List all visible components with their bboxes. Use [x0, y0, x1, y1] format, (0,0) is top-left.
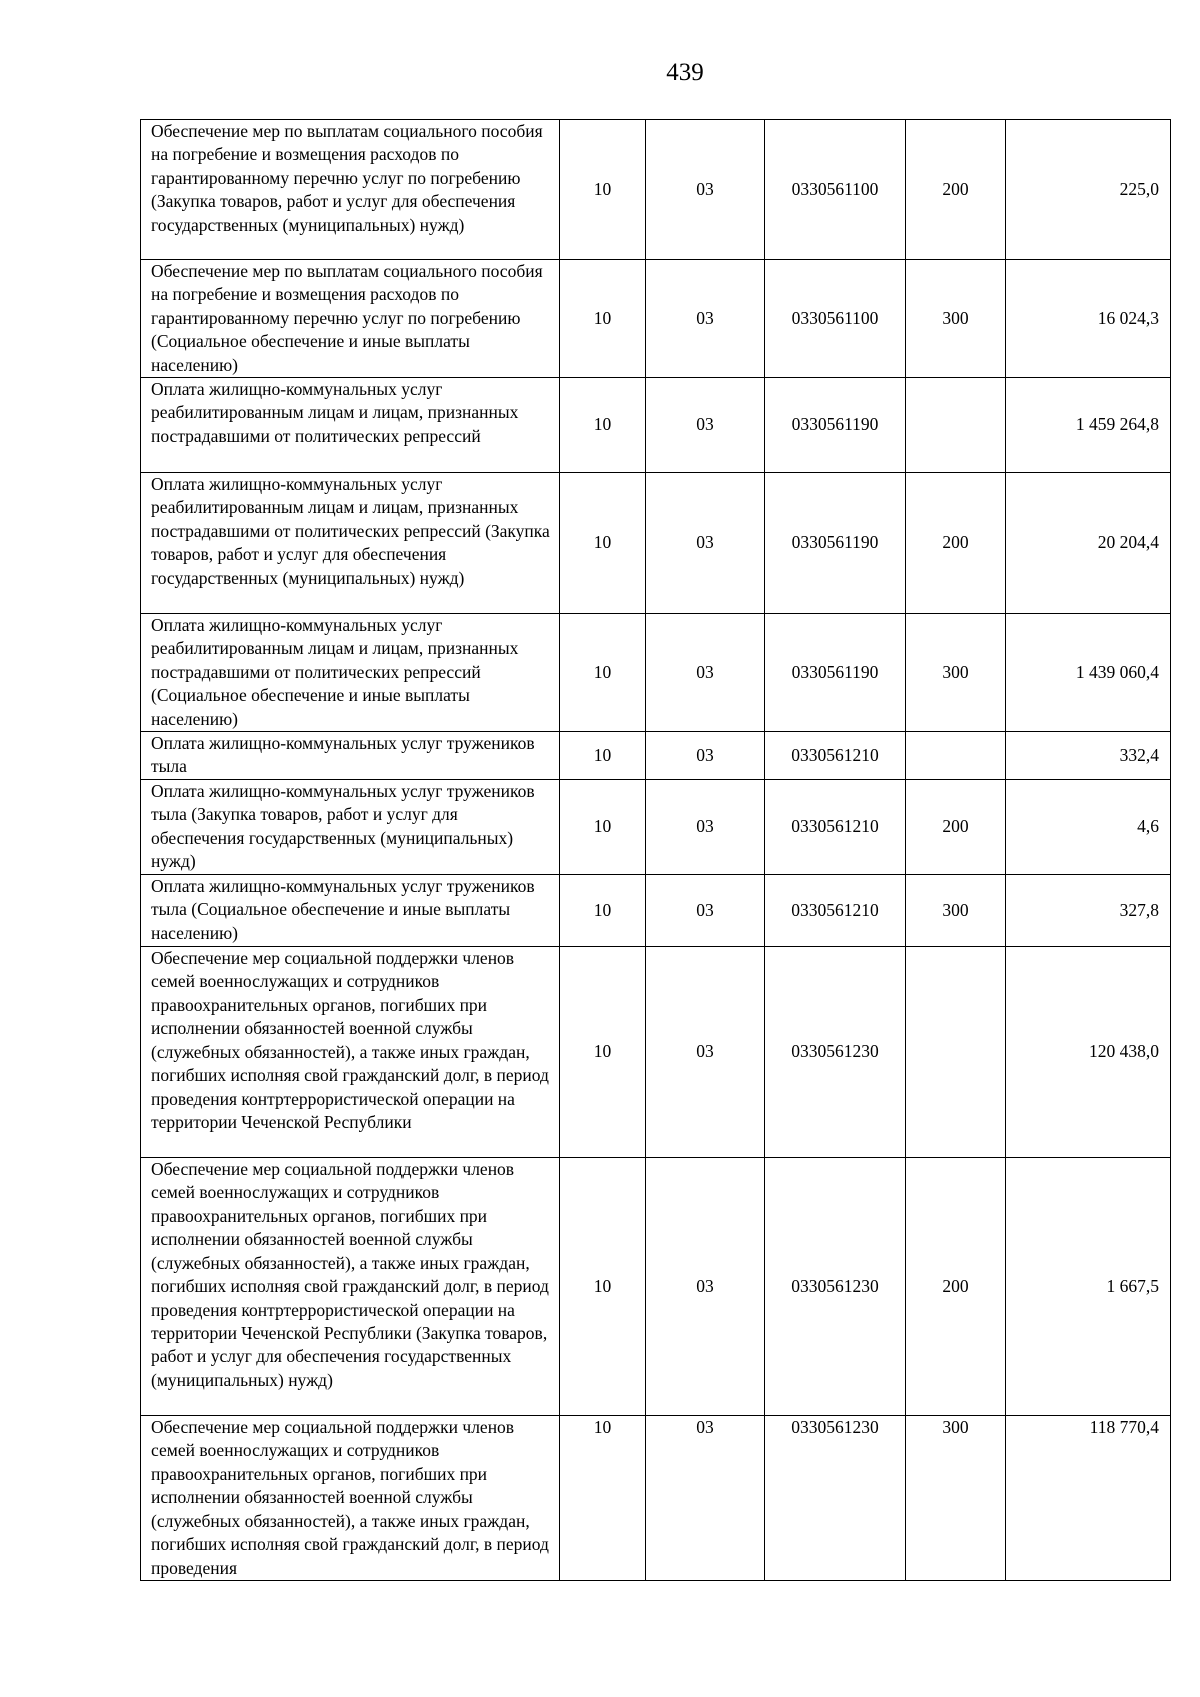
row-target-code: 0330561190	[765, 614, 906, 732]
table-row	[141, 120, 1171, 260]
budget-table	[140, 119, 1171, 1581]
row-subsection: 03	[646, 875, 765, 947]
row-expense-type: 300	[906, 614, 1006, 732]
row-target-code: 0330561100	[765, 260, 906, 378]
row-section: 10	[560, 614, 646, 732]
table-row	[141, 473, 1171, 614]
row-description: Обеспечение мер по выплатам социального пособия на погребение и возмещения расходов по гарантированному перечню услуг по погребению (Социальное обеспечение и иные выплаты населению)	[141, 260, 560, 378]
row-section: 10	[560, 378, 646, 473]
row-amount: 1 667,5	[1006, 1158, 1171, 1416]
row-amount: 20 204,4	[1006, 473, 1171, 614]
page-number: 439	[666, 59, 704, 86]
row-target-code: 0330561230	[765, 947, 906, 1158]
row-section: 10	[560, 875, 646, 947]
row-amount: 332,4	[1006, 732, 1171, 780]
row-description: Обеспечение мер социальной поддержки членов семей военнослужащих и сотрудников правоохранительных органов, погибших при исполнении обязанностей военной службы (служебных обязанностей), а также иных граждан, погибших исполняя свой гражданский долг, в период проведения	[141, 1416, 560, 1581]
row-target-code: 0330561190	[765, 473, 906, 614]
row-subsection: 03	[646, 780, 765, 875]
row-target-code: 0330561100	[765, 120, 906, 260]
row-expense-type: 200	[906, 473, 1006, 614]
row-expense-type	[906, 947, 1006, 1158]
row-amount: 327,8	[1006, 875, 1171, 947]
row-description: Обеспечение мер социальной поддержки членов семей военнослужащих и сотрудников правоохранительных органов, погибших при исполнении обязанностей военной службы (служебных обязанностей), а также иных граждан, погибших исполняя свой гражданский долг, в период проведения контртеррористической операции на территории Чеченской Республики (Закупка товаров, работ и услуг для обеспечения государственных (муниципальных) нужд)	[141, 1158, 560, 1416]
row-subsection: 03	[646, 732, 765, 780]
row-section: 10	[560, 947, 646, 1158]
row-expense-type: 300	[906, 875, 1006, 947]
table-row	[141, 732, 1171, 780]
row-subsection: 03	[646, 947, 765, 1158]
row-amount: 4,6	[1006, 780, 1171, 875]
row-subsection: 03	[646, 1158, 765, 1416]
row-amount: 1 439 060,4	[1006, 614, 1171, 732]
row-amount: 120 438,0	[1006, 947, 1171, 1158]
row-section: 10	[560, 260, 646, 378]
row-expense-type: 300	[906, 260, 1006, 378]
row-target-code: 0330561210	[765, 732, 906, 780]
row-target-code: 0330561230	[765, 1416, 906, 1581]
row-description: Обеспечение мер социальной поддержки членов семей военнослужащих и сотрудников правоохранительных органов, погибших при исполнении обязанностей военной службы (служебных обязанностей), а также иных граждан, погибших исполняя свой гражданский долг, в период проведения контртеррористической операции на территории Чеченской Республики	[141, 947, 560, 1158]
row-section: 10	[560, 780, 646, 875]
row-target-code: 0330561210	[765, 780, 906, 875]
row-section: 10	[560, 120, 646, 260]
table-row	[141, 614, 1171, 732]
row-expense-type	[906, 378, 1006, 473]
row-expense-type: 200	[906, 120, 1006, 260]
row-section: 10	[560, 732, 646, 780]
row-section: 10	[560, 473, 646, 614]
row-section: 10	[560, 1158, 646, 1416]
row-description: Обеспечение мер по выплатам социального пособия на погребение и возмещения расходов по гарантированному перечню услуг по погребению (Закупка товаров, работ и услуг для обеспечения государственных (муниципальных) нужд)	[141, 120, 560, 260]
row-expense-type: 200	[906, 1158, 1006, 1416]
row-expense-type: 300	[906, 1416, 1006, 1581]
row-subsection: 03	[646, 614, 765, 732]
row-description: Оплата жилищно-коммунальных услуг реабилитированным лицам и лицам, признанных пострадавшими от политических репрессий (Социальное обеспечение и иные выплаты населению)	[141, 614, 560, 732]
row-expense-type: 200	[906, 780, 1006, 875]
table-row	[141, 875, 1171, 947]
row-description: Оплата жилищно-коммунальных услуг тружеников тыла	[141, 732, 560, 780]
row-subsection: 03	[646, 378, 765, 473]
row-section: 10	[560, 1416, 646, 1581]
row-subsection: 03	[646, 473, 765, 614]
row-subsection: 03	[646, 120, 765, 260]
table-row	[141, 1158, 1171, 1416]
row-subsection: 03	[646, 1416, 765, 1581]
row-amount: 1 459 264,8	[1006, 378, 1171, 473]
row-description: Оплата жилищно-коммунальных услуг тружеников тыла (Социальное обеспечение и иные выплаты населению)	[141, 875, 560, 947]
row-amount: 118 770,4	[1006, 1416, 1171, 1581]
row-target-code: 0330561190	[765, 378, 906, 473]
row-target-code: 0330561230	[765, 1158, 906, 1416]
table-row	[141, 260, 1171, 378]
table-row	[141, 780, 1171, 875]
row-subsection: 03	[646, 260, 765, 378]
row-expense-type	[906, 732, 1006, 780]
table-row	[141, 947, 1171, 1158]
row-description: Оплата жилищно-коммунальных услуг реабилитированным лицам и лицам, признанных пострадавшими от политических репрессий (Закупка товаров, работ и услуг для обеспечения государственных (муниципальных) нужд)	[141, 473, 560, 614]
row-amount: 16 024,3	[1006, 260, 1171, 378]
row-target-code: 0330561210	[765, 875, 906, 947]
row-amount: 225,0	[1006, 120, 1171, 260]
table-row	[141, 378, 1171, 473]
row-description: Оплата жилищно-коммунальных услуг тружеников тыла (Закупка товаров, работ и услуг для обеспечения государственных (муниципальных) нужд)	[141, 780, 560, 875]
row-description: Оплата жилищно-коммунальных услуг реабилитированным лицам и лицам, признанных пострадавшими от политических репрессий	[141, 378, 560, 473]
table-row	[141, 1416, 1171, 1581]
